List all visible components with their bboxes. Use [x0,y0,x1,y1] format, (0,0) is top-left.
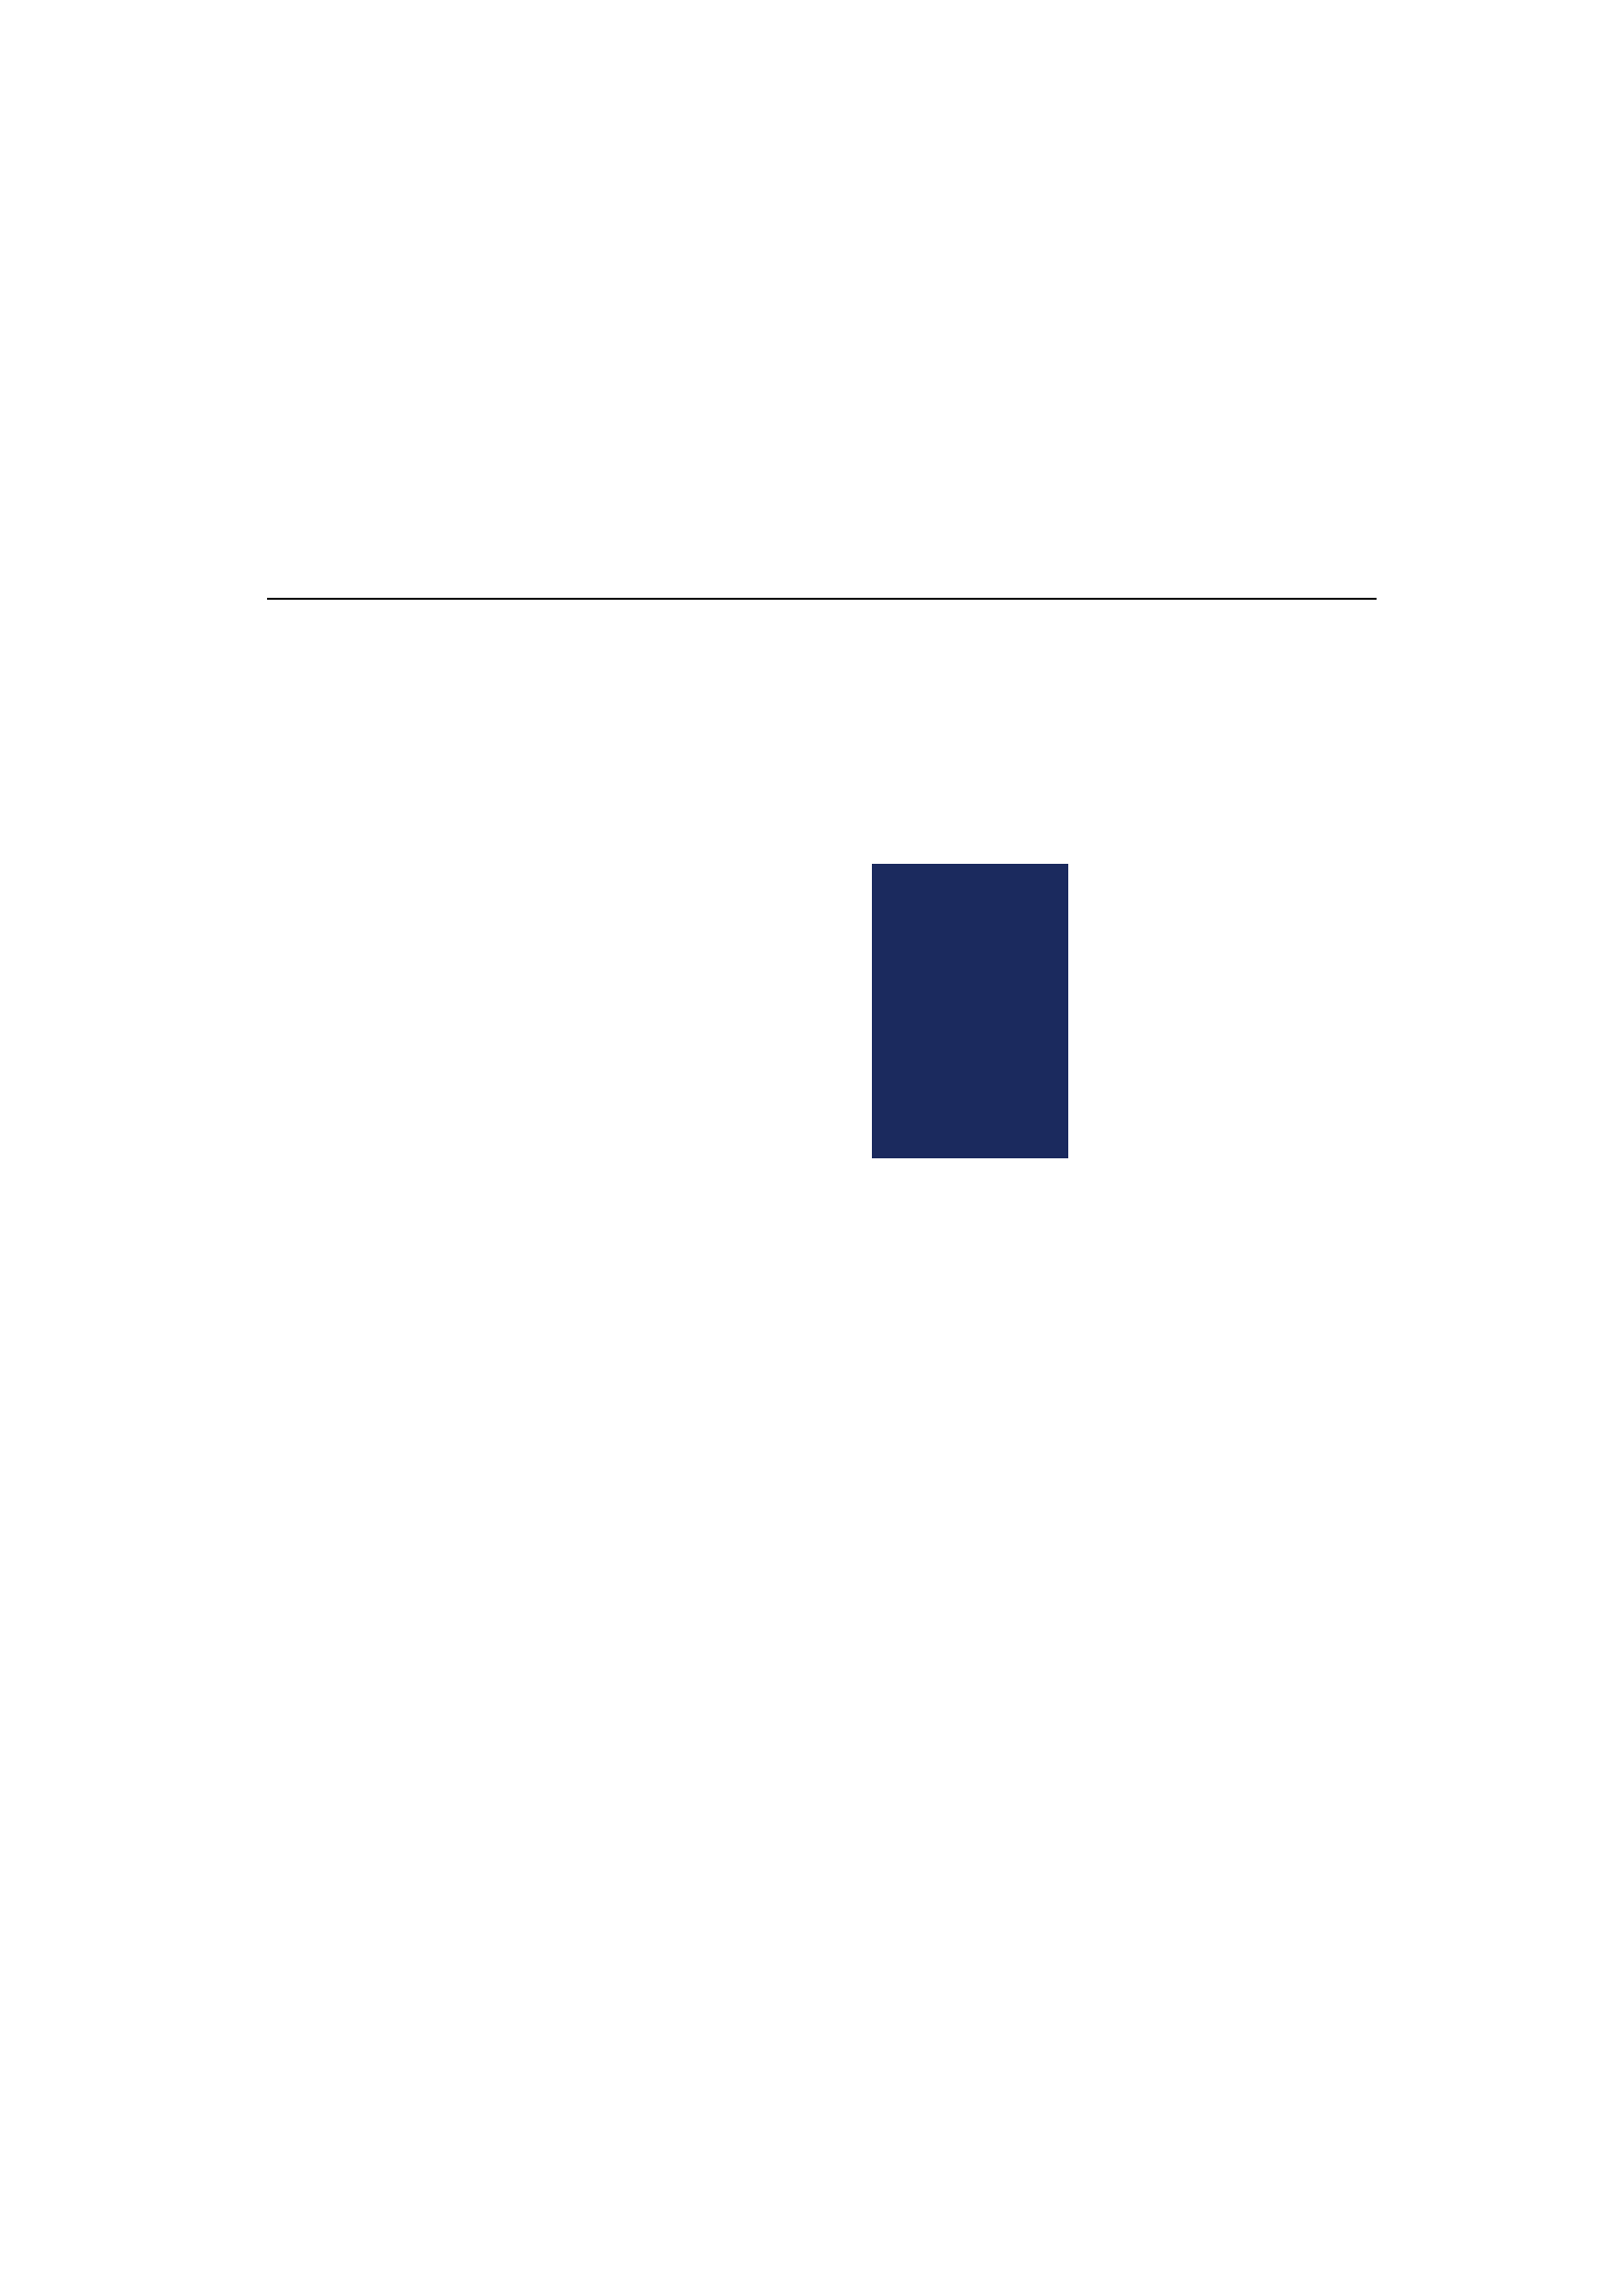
he-overview-column [1084,864,1212,1286]
header-divider [267,598,1377,600]
figure1-cck8-charts [862,604,1392,780]
figure1-caption [850,796,1395,818]
gene-expression-heatmap [850,1384,1061,1796]
figure3-panels [850,1364,1395,1796]
figure2-panels [850,842,1395,1318]
figure3-caption [850,1796,1395,1818]
microct-reconstruction-grid [872,864,1068,1158]
bvtv-bar-chart [872,1166,1083,1318]
figure2-caption [850,1321,1395,1343]
alp-ihc-column [1304,864,1384,1276]
protein-interaction-network [1066,1404,1395,1777]
he-detail-column [1218,864,1299,1276]
